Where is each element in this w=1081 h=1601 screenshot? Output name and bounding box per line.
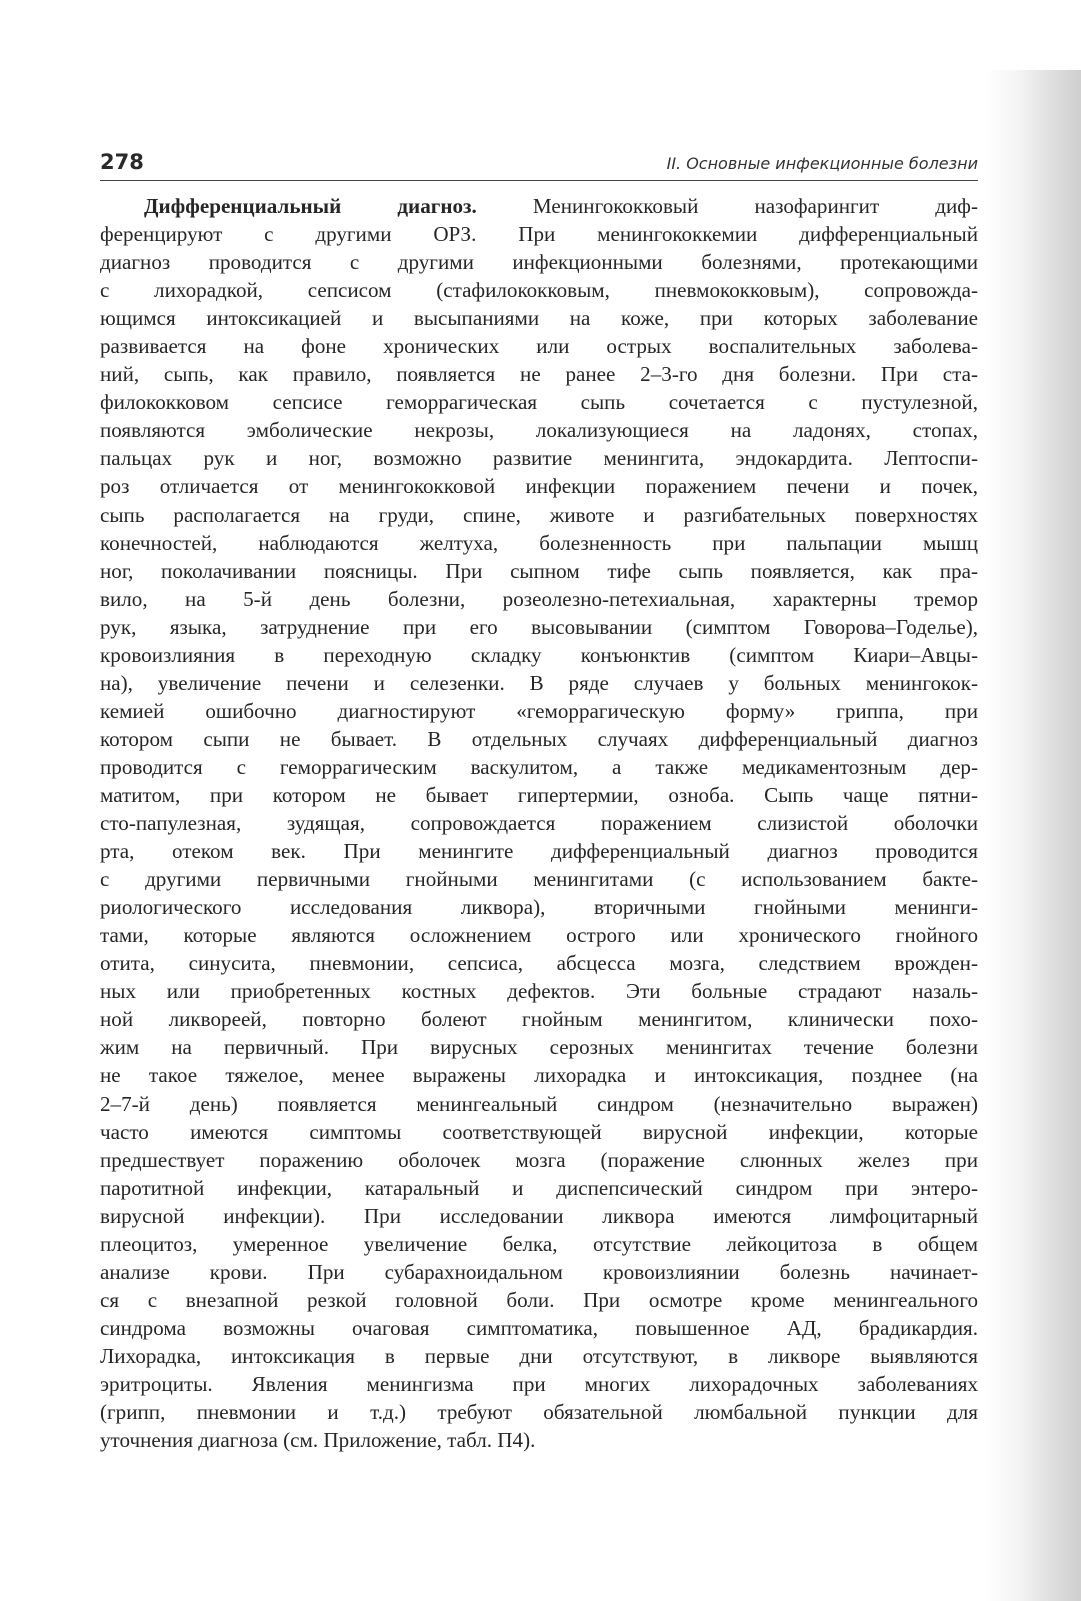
text-line: диагноз проводится с другими инфекционными болезнями, протекающими [100,250,978,275]
text-line: плеоцитоз, умеренное увеличение белка, отсутствие лейкоцитоза в общем [100,1231,978,1256]
text-line: предшествует поражению оболочек мозга (поражение слюнных желез при [100,1147,978,1172]
text-line: вило, на 5-й день болезни, розеолезно-петехиальная, характерны тремор [100,586,978,611]
text-line: сто-папулезная, зудящая, сопровождается поражением слизистой оболочки [100,811,978,836]
body-text [100,192,978,1454]
text-line: ног, поколачивании поясницы. При сыпном тифе сыпь появляется, как пра- [100,558,978,583]
text-line: матитом, при котором не бывает гипертермии, озноба. Сыпь чаще пятни- [100,782,978,807]
text-line: не такое тяжелое, менее выражены лихорадка и интоксикация, позднее (на [100,1063,978,1088]
text-line: появляются эмболические некрозы, локализующиеся на ладонях, стопах, [100,418,978,443]
text-line: вирусной инфекции). При исследовании ликвора имеются лимфоцитарный [100,1203,978,1228]
text-line: Лихорадка, интоксикация в первые дни отсутствуют, в ликворе выявляются [100,1343,978,1368]
running-title: II. Основные инфекционные болезни [666,154,978,173]
text-line: конечностей, наблюдаются желтуха, болезненность при пальпации мышц [100,530,978,555]
text-line: часто имеются симптомы соответствующей вирусной инфекции, которые [100,1119,978,1144]
page-edge-shadow [986,70,1081,1601]
text-line: паротитной инфекции, катаральный и диспепсический синдром при энтеро- [100,1175,978,1200]
text-line: ной ликвореей, повторно болеют гнойным менингитом, клинически похо- [100,1007,978,1032]
text-line: анализе крови. При субарахноидальном кровоизлиянии болезнь начинает- [100,1259,978,1284]
text-line: ющимся интоксикацией и высыпаниями на коже, при которых заболевание [100,306,978,331]
text-line: котором сыпи не бывает. В отдельных случаях дифференциальный диагноз [100,726,978,751]
text-line: рук, языка, затруднение при его высовывании (симптом Говорова–Годелье), [100,614,978,639]
text-line: уточнения диагноза (см. Приложение, табл. П4). [100,1428,536,1453]
section-lead-in: Дифференциальный диагноз. [144,194,477,218]
page-number: 278 [100,150,144,174]
text-line: кровоизлияния в переходную складку конъюнктив (симптом Киари–Авцы- [100,642,978,667]
text-line: пальцах рук и ног, возможно развитие менингита, эндокардита. Лептоспи- [100,446,978,471]
text-line: ний, сыпь, как правило, появляется не ранее 2–3-го дня болезни. При ста- [100,362,978,387]
text-line: с лихорадкой, сепсисом (стафилококковым, пневмококковым), сопровожда- [100,278,978,303]
text-line: ся с внезапной резкой головной боли. При осмотре кроме менингеального [100,1287,978,1312]
text-line: тами, которые являются осложнением острого или хронического гнойного [100,923,978,948]
text-line: жим на первичный. При вирусных серозных менингитах течение болезни [100,1035,978,1060]
text-line: (грипп, пневмонии и т.д.) требуют обязательной люмбальной пункции для [100,1400,978,1425]
text-line: 2–7-й день) появляется менингеальный синдром (незначительно выражен) [100,1091,978,1116]
text-line: развивается на фоне хронических или острых воспалительных заболева- [100,334,978,359]
text-line: эритроциты. Явления менингизма при многих лихорадочных заболеваниях [100,1371,978,1396]
text-line: ных или приобретенных костных дефектов. Эти больные страдают назаль- [100,979,978,1004]
text-line: ференцируют с другими ОРЗ. При менингококкемии дифференциальный [100,222,978,247]
text-line: проводится с геморрагическим васкулитом, а также медикаментозным дер- [100,754,978,779]
page-header [100,148,978,181]
text-line: синдрома возможны очаговая симптоматика, повышенное АД, брадикардия. [100,1315,978,1340]
text-line: кемией ошибочно диагностируют «геморрагическую форму» гриппа, при [100,698,978,723]
text-line: риологического исследования ликвора), вторичными гнойными менинги- [100,895,978,920]
text-line: филококковом сепсисе геморрагическая сыпь сочетается с пустулезной, [100,390,978,415]
text-line: Дифференциальный диагноз. Менингококковый назофарингит диф- [144,194,979,218]
text-line: с другими первичными гнойными менингитами (с использованием бакте- [100,867,978,892]
text-line: сыпь располагается на груди, спине, животе и разгибательных поверхностях [100,502,978,527]
text-line: на), увеличение печени и селезенки. В ряде случаев у больных менингокок- [100,670,978,695]
text-line: рта, отеком век. При менингите дифференциальный диагноз проводится [100,839,978,864]
text-line: отита, синусита, пневмонии, сепсиса, абсцесса мозга, следствием врожден- [100,951,978,976]
text-line: роз отличается от менингококковой инфекции поражением печени и почек, [100,474,978,499]
